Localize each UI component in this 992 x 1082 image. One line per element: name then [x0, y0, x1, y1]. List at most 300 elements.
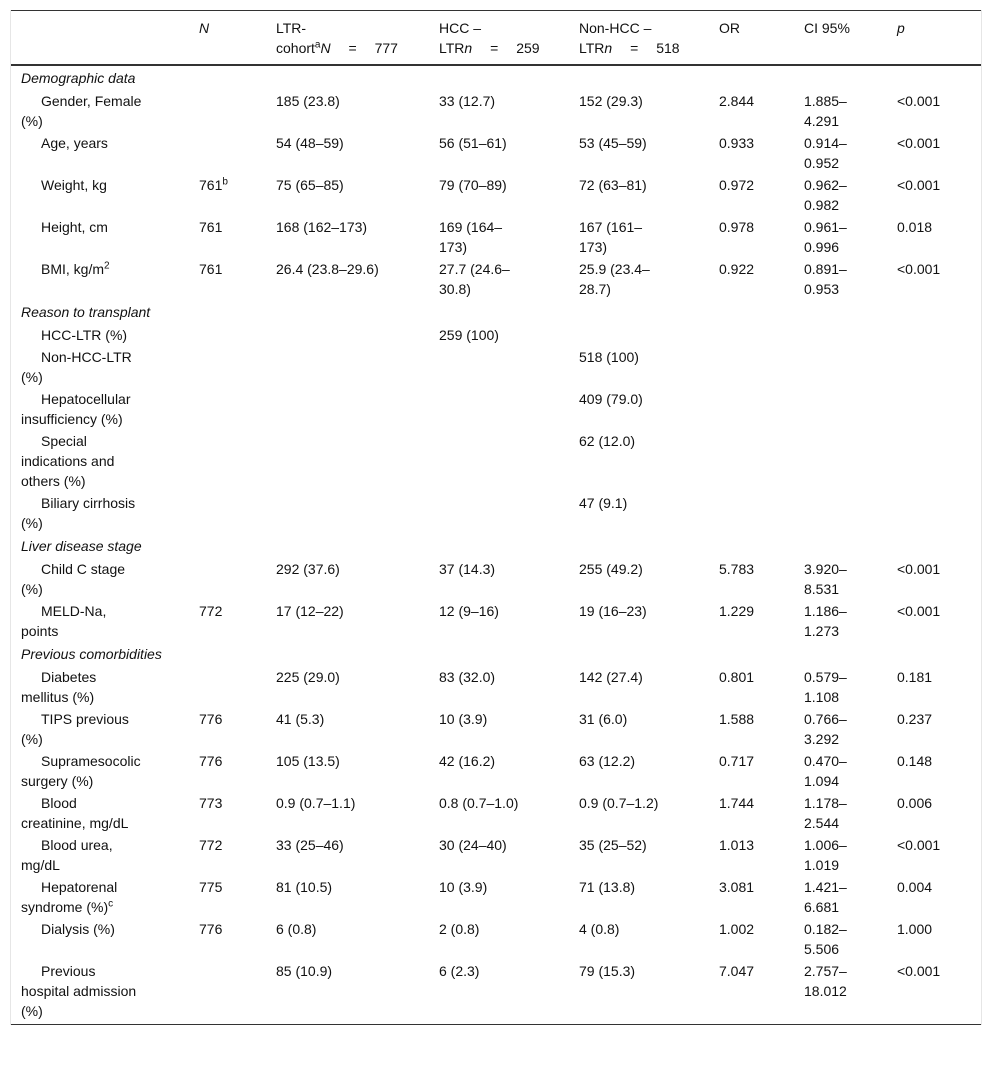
- cell-ci: [796, 960, 889, 1025]
- row-label-line1: Height, cm: [41, 219, 108, 235]
- cell-ltr-value: 6 (0.8): [276, 921, 317, 937]
- section-row: [11, 534, 981, 558]
- cell-or-value: 3.081: [719, 879, 755, 895]
- cell-n: [191, 600, 268, 642]
- cell-hcc-ltr: [431, 708, 571, 750]
- cell-n: [191, 388, 268, 430]
- header-non-hcc-ltr: Non-HCC – LTRn = 518: [571, 11, 711, 66]
- cell-p-value: <0.001: [897, 93, 941, 109]
- cell-ltr-value: 33 (25–46): [276, 837, 344, 853]
- cell-or-value: 1.588: [719, 711, 755, 727]
- cell-ltr-value: 168 (162–173): [276, 219, 368, 235]
- cell-hcc-value: 259 (100): [439, 327, 499, 343]
- cell-ltr-value: 105 (13.5): [276, 753, 340, 769]
- cell-hcc-ltr: [431, 834, 571, 876]
- cell-ci: [796, 558, 889, 600]
- cell-or-value: 0.933: [719, 135, 755, 151]
- cell-n: [191, 346, 268, 388]
- cell-ltr-cohort: [268, 960, 431, 1025]
- row-label: [11, 918, 191, 960]
- row-label-line2: insufficiency (%): [21, 411, 123, 427]
- row-label-line1: Weight, kg: [41, 177, 107, 193]
- cell-ci-high: 3.292: [804, 731, 840, 747]
- cell-ltr-cohort: [268, 346, 431, 388]
- row-label: [11, 388, 191, 430]
- cell-ltr-cohort: [268, 834, 431, 876]
- row-label-line2: surgery (%): [21, 773, 94, 789]
- cell-p-value: <0.001: [897, 177, 941, 193]
- cell-ci-high: 8.531: [804, 581, 840, 597]
- row-label-line1: Dialysis (%): [41, 921, 115, 937]
- cell-or: [711, 918, 796, 960]
- cell-hcc-ltr: [431, 90, 571, 132]
- cell-hcc-value: 37 (14.3): [439, 561, 496, 577]
- cell-hcc-ltr: [431, 750, 571, 792]
- cell-hcc-value: 42 (16.2): [439, 753, 496, 769]
- cell-n-value: 761: [199, 177, 223, 193]
- section-title: Reason to transplant: [21, 304, 151, 320]
- cell-non-hcc-ltr: [571, 216, 711, 258]
- cell-ltr-cohort: [268, 792, 431, 834]
- cell-p-value: 0.181: [897, 669, 933, 685]
- cell-ci-high: 1.019: [804, 857, 840, 873]
- cell-ci-low: 0.961–: [804, 219, 847, 235]
- cell-hcc-value: 12 (9–16): [439, 603, 499, 619]
- table-row: [11, 834, 981, 876]
- cell-or: [711, 492, 796, 534]
- cell-p-value: 0.237: [897, 711, 933, 727]
- cell-ltr-value: 54 (48–59): [276, 135, 344, 151]
- cell-ci: [796, 600, 889, 642]
- cell-p: [889, 430, 981, 492]
- header-ci: CI 95%: [796, 11, 889, 66]
- cell-ci-low: 1.421–: [804, 879, 847, 895]
- cell-p: [889, 174, 981, 216]
- cell-p-value: 0.004: [897, 879, 933, 895]
- cell-ci: [796, 216, 889, 258]
- cell-hcc-ltr: [431, 960, 571, 1025]
- cell-non-hcc-ltr: [571, 492, 711, 534]
- cell-ltr-value: 75 (65–85): [276, 177, 344, 193]
- table-row: [11, 90, 981, 132]
- row-label-line1: Age, years: [41, 135, 108, 151]
- table-row: [11, 600, 981, 642]
- row-label-line2: (%): [21, 369, 43, 385]
- cell-non-hcc-value: 19 (16–23): [579, 603, 647, 619]
- cell-or: [711, 216, 796, 258]
- cell-ci-low: 1.885–: [804, 93, 847, 109]
- cell-or-value: 0.922: [719, 261, 755, 277]
- row-label-line1: Supramesocolic: [41, 753, 141, 769]
- cell-non-hcc-value: 409 (79.0): [579, 391, 643, 407]
- cell-hcc-ltr: [431, 666, 571, 708]
- cell-p: [889, 324, 981, 346]
- cell-n: [191, 174, 268, 216]
- cell-n-value: 776: [199, 921, 223, 937]
- cell-n: [191, 666, 268, 708]
- cell-non-hcc-ltr: [571, 666, 711, 708]
- cell-or: [711, 876, 796, 918]
- cell-ci: [796, 132, 889, 174]
- cell-or-value: 0.801: [719, 669, 755, 685]
- cell-or: [711, 960, 796, 1025]
- cell-non-hcc-value: 0.9 (0.7–1.2): [579, 795, 659, 811]
- cell-hcc-value2: 30.8): [439, 281, 471, 297]
- cell-ltr-value: 225 (29.0): [276, 669, 340, 685]
- row-label: [11, 258, 191, 300]
- table-row: [11, 750, 981, 792]
- row-label-line2: mg/dL: [21, 857, 60, 873]
- cell-p: [889, 834, 981, 876]
- cell-p: [889, 258, 981, 300]
- cell-ci-high: 1.108: [804, 689, 840, 705]
- cell-p: [889, 876, 981, 918]
- cell-ci-low: 1.006–: [804, 837, 847, 853]
- cell-or: [711, 174, 796, 216]
- cell-hcc-ltr: [431, 174, 571, 216]
- cell-hcc-value: 83 (32.0): [439, 669, 496, 685]
- cell-hcc-ltr: [431, 258, 571, 300]
- table-row: [11, 346, 981, 388]
- row-label-line2: mellitus (%): [21, 689, 95, 705]
- cell-ltr-cohort: [268, 132, 431, 174]
- table-row: [11, 792, 981, 834]
- cell-n: [191, 324, 268, 346]
- cell-hcc-value: 10 (3.9): [439, 711, 488, 727]
- cell-hcc-ltr: [431, 600, 571, 642]
- cell-n: [191, 750, 268, 792]
- section-title: Liver disease stage: [21, 538, 142, 554]
- cell-n: [191, 918, 268, 960]
- header-p: p: [889, 11, 981, 66]
- cell-or-value: 7.047: [719, 963, 755, 979]
- cell-ci-high: 0.982: [804, 197, 840, 213]
- cell-hcc-value: 169 (164–: [439, 219, 503, 235]
- row-label-line2: hospital admission: [21, 983, 137, 999]
- cell-non-hcc-value2: 28.7): [579, 281, 611, 297]
- header-row: [11, 11, 981, 66]
- cell-or-value: 1.229: [719, 603, 755, 619]
- cell-ltr-value: 17 (12–22): [276, 603, 344, 619]
- cell-p-value: <0.001: [897, 561, 941, 577]
- row-label: [11, 600, 191, 642]
- row-label-line2: (%): [21, 515, 43, 531]
- cell-ltr-value: 81 (10.5): [276, 879, 333, 895]
- row-label-line1: Blood urea,: [41, 837, 113, 853]
- row-label: [11, 216, 191, 258]
- row-label-sup: c: [108, 898, 114, 910]
- cell-or-value: 5.783: [719, 561, 755, 577]
- row-label: [11, 346, 191, 388]
- cell-ci-high: 4.291: [804, 113, 840, 129]
- cell-n-value: 772: [199, 837, 223, 853]
- cell-non-hcc-ltr: [571, 960, 711, 1025]
- row-label-line1: Gender, Female: [41, 93, 142, 109]
- cell-non-hcc-ltr: [571, 918, 711, 960]
- cell-ci: [796, 430, 889, 492]
- table-row: [11, 918, 981, 960]
- row-label: [11, 132, 191, 174]
- cell-non-hcc-value: 255 (49.2): [579, 561, 643, 577]
- cell-non-hcc-ltr: [571, 792, 711, 834]
- row-label-line1: Hepatocellular: [41, 391, 131, 407]
- cell-ltr-value: 26.4 (23.8–29.6): [276, 261, 379, 277]
- cell-p: [889, 90, 981, 132]
- cell-non-hcc-value: 79 (15.3): [579, 963, 636, 979]
- row-label: [11, 708, 191, 750]
- cell-ci: [796, 750, 889, 792]
- cell-p: [889, 558, 981, 600]
- cell-hcc-value: 56 (51–61): [439, 135, 507, 151]
- cell-hcc-value: 79 (70–89): [439, 177, 507, 193]
- cell-non-hcc-ltr: [571, 132, 711, 174]
- row-label-line3: others (%): [21, 473, 86, 489]
- row-label: [11, 960, 191, 1025]
- cell-p: [889, 708, 981, 750]
- cell-non-hcc-ltr: [571, 258, 711, 300]
- cell-ci-high: 0.996: [804, 239, 840, 255]
- row-label: [11, 492, 191, 534]
- cell-or: [711, 258, 796, 300]
- cell-ci-low: 0.962–: [804, 177, 847, 193]
- row-label-line1: Hepatorenal: [41, 879, 118, 895]
- cell-ci: [796, 792, 889, 834]
- cell-hcc-value: 30 (24–40): [439, 837, 507, 853]
- cell-p-value: 0.018: [897, 219, 933, 235]
- cell-ltr-cohort: [268, 430, 431, 492]
- cell-or: [711, 750, 796, 792]
- cell-non-hcc-ltr: [571, 346, 711, 388]
- cell-ltr-cohort: [268, 216, 431, 258]
- cell-ltr-value: 0.9 (0.7–1.1): [276, 795, 356, 811]
- cell-ltr-cohort: [268, 558, 431, 600]
- cell-ltr-cohort: [268, 174, 431, 216]
- cell-ci-high: 0.953: [804, 281, 840, 297]
- cell-or-value: 1.744: [719, 795, 755, 811]
- cell-or: [711, 346, 796, 388]
- cell-ltr-value: 41 (5.3): [276, 711, 325, 727]
- row-label-line2: syndrome (%): [21, 899, 109, 915]
- row-label-line1: Special: [41, 433, 87, 449]
- table-row: [11, 132, 981, 174]
- section-row: [11, 300, 981, 324]
- row-label: [11, 834, 191, 876]
- row-label: [11, 430, 191, 492]
- cell-non-hcc-ltr: [571, 430, 711, 492]
- cell-or: [711, 430, 796, 492]
- cell-ci-low: 0.891–: [804, 261, 847, 277]
- section-row: [11, 642, 981, 666]
- table-row: [11, 324, 981, 346]
- table-row: [11, 430, 981, 492]
- row-label: [11, 558, 191, 600]
- cell-non-hcc-value: 53 (45–59): [579, 135, 647, 151]
- cell-ltr-value: 85 (10.9): [276, 963, 333, 979]
- header-or: OR: [711, 11, 796, 66]
- cell-non-hcc-value: 31 (6.0): [579, 711, 628, 727]
- section-title: Demographic data: [21, 70, 136, 86]
- cell-non-hcc-ltr: [571, 876, 711, 918]
- cell-non-hcc-value: 25.9 (23.4–: [579, 261, 650, 277]
- table-container: [10, 10, 982, 1025]
- cell-ci-high: 2.544: [804, 815, 840, 831]
- cell-or: [711, 388, 796, 430]
- cell-ci-high: 5.506: [804, 941, 840, 957]
- cell-or: [711, 666, 796, 708]
- row-label-line2: (%): [21, 581, 43, 597]
- row-label-line3: (%): [21, 1003, 43, 1019]
- cell-or: [711, 600, 796, 642]
- cell-n-value: 761: [199, 219, 223, 235]
- header-n: N: [191, 11, 268, 66]
- cell-p: [889, 960, 981, 1025]
- cell-hcc-value: 6 (2.3): [439, 963, 480, 979]
- cell-p: [889, 750, 981, 792]
- row-label: [11, 666, 191, 708]
- cell-hcc-value: 33 (12.7): [439, 93, 496, 109]
- cell-hcc-ltr: [431, 792, 571, 834]
- cell-or-value: 2.844: [719, 93, 755, 109]
- cell-non-hcc-ltr: [571, 324, 711, 346]
- row-label-line2: (%): [21, 731, 43, 747]
- cell-or: [711, 708, 796, 750]
- cell-non-hcc-ltr: [571, 558, 711, 600]
- row-label-line1: Biliary cirrhosis: [41, 495, 136, 511]
- cell-non-hcc-value: 35 (25–52): [579, 837, 647, 853]
- row-label: [11, 90, 191, 132]
- cell-ltr-cohort: [268, 324, 431, 346]
- data-table: [11, 10, 981, 1025]
- row-label-line2: points: [21, 623, 59, 639]
- row-label-line2: creatinine, mg/dL: [21, 815, 129, 831]
- table-row: [11, 876, 981, 918]
- row-label-line1: TIPS previous: [41, 711, 129, 727]
- cell-p-value: <0.001: [897, 963, 941, 979]
- cell-ci-high: 1.273: [804, 623, 840, 639]
- cell-ltr-value: 292 (37.6): [276, 561, 340, 577]
- cell-hcc-ltr: [431, 132, 571, 174]
- cell-ci: [796, 666, 889, 708]
- cell-hcc-ltr: [431, 216, 571, 258]
- cell-or: [711, 90, 796, 132]
- cell-p: [889, 792, 981, 834]
- cell-non-hcc-value: 72 (63–81): [579, 177, 647, 193]
- cell-hcc-value: 0.8 (0.7–1.0): [439, 795, 519, 811]
- cell-ltr-cohort: [268, 708, 431, 750]
- table-row: [11, 258, 981, 300]
- cell-p: [889, 918, 981, 960]
- row-label-line1: HCC-LTR (%): [41, 327, 128, 343]
- table-row: [11, 388, 981, 430]
- cell-ci-low: 0.182–: [804, 921, 847, 937]
- cell-ci: [796, 834, 889, 876]
- cell-p: [889, 346, 981, 388]
- cell-n: [191, 876, 268, 918]
- cell-p: [889, 132, 981, 174]
- table-row: [11, 492, 981, 534]
- cell-non-hcc-ltr: [571, 708, 711, 750]
- cell-p-value: <0.001: [897, 135, 941, 151]
- cell-non-hcc-value: 62 (12.0): [579, 433, 636, 449]
- cell-ci-low: 1.178–: [804, 795, 847, 811]
- table-row: [11, 174, 981, 216]
- row-label: [11, 876, 191, 918]
- header-hcc-ltr: HCC – LTRn = 259: [431, 11, 571, 66]
- cell-non-hcc-value: 152 (29.3): [579, 93, 643, 109]
- cell-n: [191, 216, 268, 258]
- row-label-line1: Diabetes: [41, 669, 97, 685]
- cell-hcc-ltr: [431, 388, 571, 430]
- cell-hcc-ltr: [431, 918, 571, 960]
- table-body: [11, 65, 981, 1025]
- cell-or-value: 0.978: [719, 219, 755, 235]
- cell-ci: [796, 492, 889, 534]
- cell-non-hcc-value2: 173): [579, 239, 608, 255]
- cell-n-value: 776: [199, 711, 223, 727]
- cell-ci: [796, 324, 889, 346]
- cell-n-value: 773: [199, 795, 223, 811]
- cell-non-hcc-value: 47 (9.1): [579, 495, 628, 511]
- cell-non-hcc-value: 63 (12.2): [579, 753, 636, 769]
- cell-ci: [796, 708, 889, 750]
- cell-hcc-value: 27.7 (24.6–: [439, 261, 510, 277]
- cell-non-hcc-value: 142 (27.4): [579, 669, 643, 685]
- cell-ltr-cohort: [268, 600, 431, 642]
- row-label-line2: indications and: [21, 453, 115, 469]
- cell-p-value: 0.148: [897, 753, 933, 769]
- cell-non-hcc-ltr: [571, 388, 711, 430]
- cell-non-hcc-ltr: [571, 834, 711, 876]
- cell-n: [191, 258, 268, 300]
- cell-n: [191, 132, 268, 174]
- cell-ci-high: 18.012: [804, 983, 847, 999]
- cell-ci: [796, 346, 889, 388]
- cell-ci-high: 6.681: [804, 899, 840, 915]
- row-label-line1: BMI, kg/m: [41, 261, 105, 277]
- header-label: [11, 11, 191, 66]
- row-label: [11, 174, 191, 216]
- cell-p-value: 1.000: [897, 921, 933, 937]
- cell-non-hcc-value: 4 (0.8): [579, 921, 620, 937]
- cell-n: [191, 834, 268, 876]
- cell-hcc-ltr: [431, 346, 571, 388]
- cell-or-value: 0.972: [719, 177, 755, 193]
- cell-or: [711, 792, 796, 834]
- cell-non-hcc-ltr: [571, 174, 711, 216]
- table-row: [11, 666, 981, 708]
- cell-n: [191, 558, 268, 600]
- cell-p-value: <0.001: [897, 261, 941, 277]
- cell-ci: [796, 258, 889, 300]
- cell-ci-low: 0.914–: [804, 135, 847, 151]
- row-label: [11, 792, 191, 834]
- cell-non-hcc-value: 167 (161–: [579, 219, 643, 235]
- cell-non-hcc-value: 71 (13.8): [579, 879, 636, 895]
- section-title: Previous comorbidities: [21, 646, 162, 662]
- row-label-line1: Non-HCC-LTR: [41, 349, 132, 365]
- row-label: [11, 750, 191, 792]
- cell-ltr-cohort: [268, 90, 431, 132]
- cell-n: [191, 792, 268, 834]
- cell-ltr-cohort: [268, 876, 431, 918]
- cell-n-sup: b: [222, 176, 228, 188]
- cell-hcc-ltr: [431, 324, 571, 346]
- cell-ltr-cohort: [268, 492, 431, 534]
- cell-p: [889, 216, 981, 258]
- cell-n-value: 775: [199, 879, 223, 895]
- cell-ci-low: 0.470–: [804, 753, 847, 769]
- cell-n-value: 772: [199, 603, 223, 619]
